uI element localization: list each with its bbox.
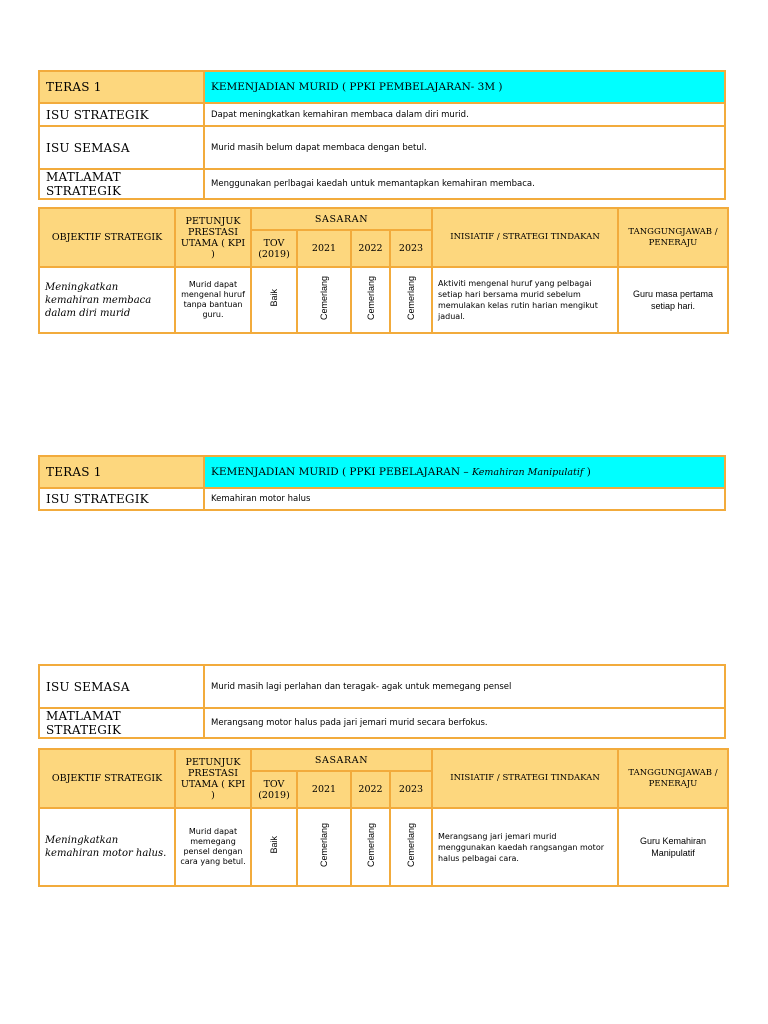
header-tov: TOV (2019): [251, 230, 297, 267]
target-2022-value: Cemerlang: [365, 822, 376, 868]
target-2021-cell: [297, 808, 351, 886]
header-sasaran: SASARAN: [251, 208, 432, 230]
target-2021-cell: [297, 267, 351, 333]
tov-value: Baik: [269, 289, 279, 307]
kpi-cell: Murid dapat mengenal huruf tanpa bantuan guru.: [175, 267, 251, 333]
objective-table-2: [38, 748, 729, 887]
isu-strategik-value: Dapat meningkatkan kemahiran membaca dalam diri murid.: [204, 103, 725, 126]
target-2021-value: Cemerlang: [319, 275, 329, 321]
teras-label: TERAS 1: [39, 456, 204, 488]
objektif-cell: Meningkatkan kemahiran membaca dalam diri murid: [39, 267, 175, 333]
teras-row: [39, 456, 725, 488]
table-header-row: [39, 749, 728, 771]
isu-semasa-label: ISU SEMASA: [39, 665, 204, 708]
header-tanggungjawab: TANGGUNGJAWAB / PENERAJU: [618, 749, 728, 808]
target-2021-value: Cemerlang: [319, 822, 329, 868]
header-2022: 2022: [351, 230, 390, 267]
table-row: [39, 267, 728, 333]
strategy-info-table-3: [38, 664, 726, 739]
header-2023: 2023: [390, 230, 432, 267]
target-2022-cell: [351, 808, 390, 886]
table-row: [39, 808, 728, 886]
header-kpi: PETUNJUK PRESTASI UTAMA ( KPI ): [175, 749, 251, 808]
target-2023-value: Cemerlang: [406, 822, 416, 868]
matlamat-row: [39, 708, 725, 738]
kpi-cell: Murid dapat memegang pensel dengan cara yang betul.: [175, 808, 251, 886]
header-tov: TOV (2019): [251, 771, 297, 808]
tov-cell: [251, 808, 297, 886]
inisiatif-cell: Merangsang jari jemari murid menggunakan kaedah rangsangan motor halus pelbagai cara.: [432, 808, 618, 886]
isu-strategik-row: [39, 488, 725, 510]
target-2023-cell: [390, 808, 432, 886]
target-2022-cell: [351, 267, 390, 333]
target-2023-cell: [390, 267, 432, 333]
isu-strategik-row: [39, 103, 725, 126]
isu-semasa-row: [39, 665, 725, 708]
matlamat-label: MATLAMAT STRATEGIK: [39, 708, 204, 738]
table-header-row: [39, 208, 728, 230]
target-2022-value: Cemerlang: [365, 275, 376, 321]
header-2022: 2022: [351, 771, 390, 808]
isu-strategik-label: ISU STRATEGIK: [39, 488, 204, 510]
strategy-info-table-1: [38, 70, 726, 200]
tov-cell: [251, 267, 297, 333]
header-tanggungjawab: TANGGUNGJAWAB / PENERAJU: [618, 208, 728, 267]
header-objektif: OBJEKTIF STRATEGIK: [39, 208, 175, 267]
header-sasaran: SASARAN: [251, 749, 432, 771]
header-kpi: PETUNJUK PRESTASI UTAMA ( KPI ): [175, 208, 251, 267]
isu-strategik-label: ISU STRATEGIK: [39, 103, 204, 126]
matlamat-row: [39, 169, 725, 199]
teras-label: TERAS 1: [39, 71, 204, 103]
isu-semasa-row: [39, 126, 725, 169]
objektif-cell: Meningkatkan kemahiran motor halus.: [39, 808, 175, 886]
isu-semasa-value: Murid masih lagi perlahan dan teragak- agak untuk memegang pensel: [204, 665, 725, 708]
teras-value-italic: Kemahiran Manipulatif: [471, 467, 584, 478]
teras-row: [39, 71, 725, 103]
target-2023-value: Cemerlang: [406, 275, 416, 321]
header-inisiatif: INISIATIF / STRATEGI TINDAKAN: [432, 749, 618, 808]
isu-strategik-value: Kemahiran motor halus: [204, 488, 725, 510]
isu-semasa-value: Murid masih belum dapat membaca dengan betul.: [204, 126, 725, 169]
tov-value: Baik: [269, 836, 279, 854]
header-2023: 2023: [390, 771, 432, 808]
teras-value-end: ): [583, 466, 591, 478]
tanggungjawab-cell: Guru masa pertama setiap hari.: [618, 267, 728, 333]
header-2021: 2021: [297, 771, 351, 808]
header-2021: 2021: [297, 230, 351, 267]
objective-table-1: [38, 207, 729, 334]
teras-value-main: KEMENJADIAN MURID ( PPKI PEBELAJARAN –: [211, 466, 472, 478]
matlamat-value: Merangsang motor halus pada jari jemari murid secara berfokus.: [204, 708, 725, 738]
teras-value: KEMENJADIAN MURID ( PPKI PEMBELAJARAN- 3M ): [204, 71, 725, 103]
strategy-info-table-2: [38, 455, 726, 511]
matlamat-label: MATLAMAT STRATEGIK: [39, 169, 204, 199]
header-inisiatif: INISIATIF / STRATEGI TINDAKAN: [432, 208, 618, 267]
header-objektif: OBJEKTIF STRATEGIK: [39, 749, 175, 808]
inisiatif-cell: Aktiviti mengenal huruf yang pelbagai setiap hari bersama murid sebelum memulakan kelas rutin harian mengikut jadual.: [432, 267, 618, 333]
tanggungjawab-cell: Guru Kemahiran Manipulatif: [618, 808, 728, 886]
matlamat-value: Menggunakan perlbagai kaedah untuk memantapkan kemahiran membaca.: [204, 169, 725, 199]
isu-semasa-label: ISU SEMASA: [39, 126, 204, 169]
teras-value: [204, 456, 725, 488]
